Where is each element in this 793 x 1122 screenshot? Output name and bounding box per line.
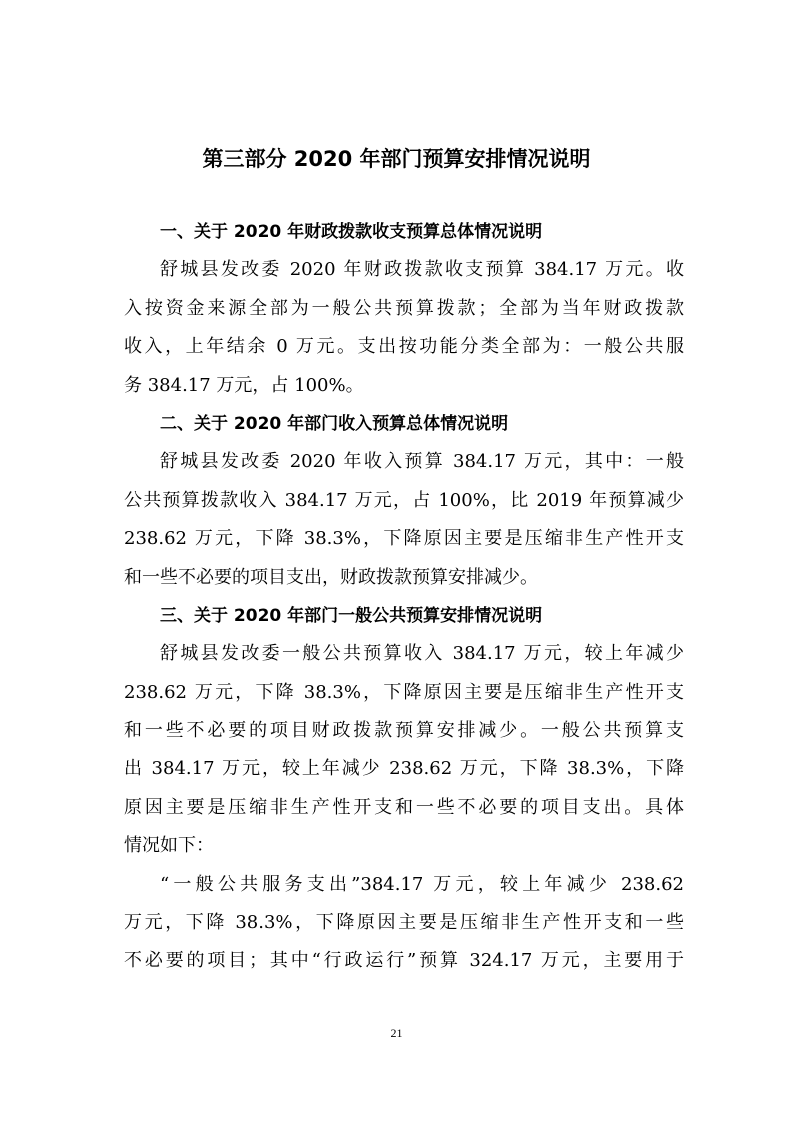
paragraph-line: 舒城县发改委 2020 年收入预算 384.17 万元，其中：一般: [160, 451, 684, 473]
paragraph-line: 务 384.17 万元，占 100%。: [124, 374, 364, 396]
paragraph-line: 舒城县发改委 2020 年财政拨款收支预算 384.17 万元。收: [160, 259, 684, 281]
document-body: [124, 213, 684, 981]
paragraph-line: 和一些不必要的项目支出，财政拨款预算安排减少。: [124, 566, 538, 588]
paragraph-line: “一般公共服务支出”384.17 万元，较上年减少 238.62: [160, 873, 684, 895]
paragraph-line: 收入，上年结余 0 万元。支出按功能分类全部为：一般公共服: [124, 336, 684, 358]
paragraph-line: 入按资金来源全部为一般公共预算拨款；全部为当年财政拨款: [124, 297, 684, 319]
paragraph-line: 238.62 万元，下降 38.3%，下降原因主要是压缩非生产性开支: [124, 528, 684, 550]
paragraph-line: 出 384.17 万元，较上年减少 238.62 万元，下降 38.3%，下降: [124, 758, 684, 780]
paragraph-line: 万元，下降 38.3%，下降原因主要是压缩非生产性开支和一些: [124, 912, 684, 934]
section-heading-1: 一、关于 2020 年财政拨款收支预算总体情况说明: [160, 222, 543, 242]
paragraph-line: 舒城县发改委一般公共预算收入 384.17 万元，较上年减少: [160, 643, 684, 665]
paragraph-line: 原因主要是压缩非生产性开支和一些不必要的项目支出。具体: [124, 796, 684, 818]
paragraph-line: 情况如下：: [124, 835, 214, 857]
paragraph-line: 不必要的项目；其中“行政运行”预算 324.17 万元，主要用于: [124, 950, 684, 972]
section-heading-3: 三、关于 2020 年部门一般公共预算安排情况说明: [160, 605, 543, 626]
paragraph-line: 和一些不必要的项目财政拨款预算安排减少。一般公共预算支: [124, 720, 684, 742]
page-number: 21: [390, 1026, 403, 1040]
paragraph-line: 公共预算拨款收入 384.17 万元，占 100%，比 2019 年预算减少: [124, 489, 684, 511]
paragraph-line: 238.62 万元，下降 38.3%，下降原因主要是压缩非生产性开支: [124, 681, 684, 703]
section-heading-2: 二、关于 2020 年部门收入预算总体情况说明: [160, 413, 509, 434]
page-title: 第三部分 2020 年部门预算安排情况说明: [202, 147, 591, 171]
